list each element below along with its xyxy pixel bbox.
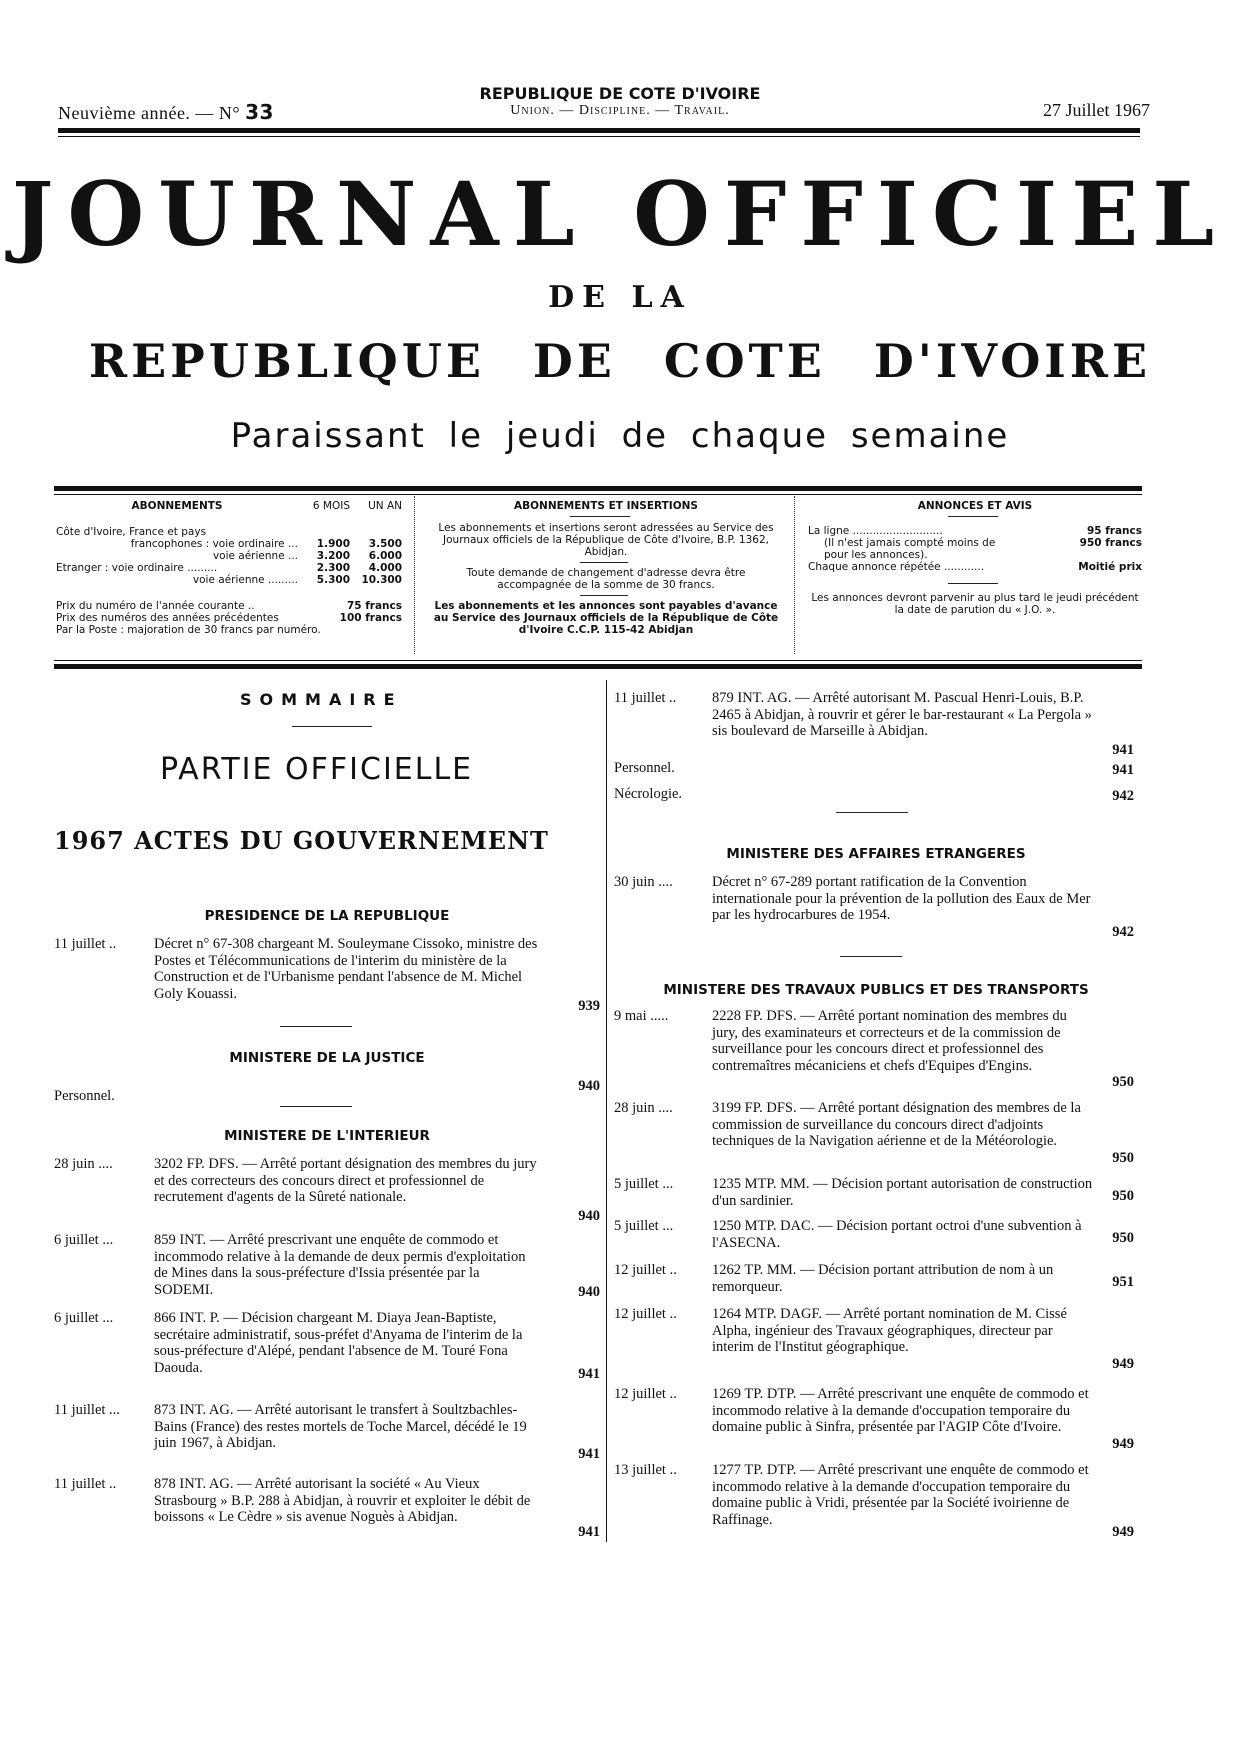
issue-price-row <box>56 600 402 612</box>
price-six-months: 5.300 <box>316 574 350 586</box>
price-six-months: 2.300 <box>316 562 350 574</box>
summary-entry <box>614 874 1138 944</box>
issue-price-label: Prix des numéros des années précédentes <box>56 612 279 624</box>
entry-date: 28 juin .... <box>54 1156 113 1172</box>
repeat-row <box>808 561 1142 573</box>
line-price-value: 95 francs <box>1086 525 1142 537</box>
divider <box>280 1106 352 1107</box>
price-one-year: 10.300 <box>361 574 402 586</box>
entry-text: 1235 MTP. MM. — Décision portant autorisation de construction d'un sardinier. <box>712 1176 1093 1209</box>
entry-page: 941 <box>1112 762 1134 778</box>
entry-text: Nécrologie. <box>614 786 683 802</box>
entry-text: 866 INT. P. — Décision chargeant M. Diaya Jean-Baptiste, secrétaire administratif, sous-préfet d'Anyama de l'interim de la sous-préfecture d'Alépé, pendant l'absence de M. Touré Fona Daouda. <box>154 1310 523 1376</box>
box-top-rule-thick <box>54 486 1142 491</box>
repeat-value: Moitié prix <box>1078 561 1142 573</box>
price-row-label: voie aérienne ......... <box>192 574 298 586</box>
entry-page: 950 <box>1112 1150 1134 1166</box>
entry-text: 1250 MTP. DAC. — Décision portant octroi d'une subvention à l'ASECNA. <box>712 1218 1082 1251</box>
summary-entry <box>54 936 600 1016</box>
republic-name: REPUBLIQUE DE COTE D'IVOIRE <box>479 84 761 103</box>
entry-date: 6 juillet ... <box>54 1232 114 1248</box>
summary-entry <box>614 786 1138 806</box>
entry-date: 12 juillet .. <box>614 1262 677 1278</box>
summary-entry <box>614 1100 1138 1170</box>
entry-text: 878 INT. AG. — Arrêté autorisant la société « Au Vieux Strasbourg » B.P. 288 à Abidjan, à rouvrir et exploiter le débit de boissons « Le Cèdre » sis avenue Noguès à Abidjan. <box>154 1476 531 1525</box>
minimum-value: 950 francs <box>1079 537 1142 549</box>
postage-note: Par la Poste : majoration de 30 francs par numéro. <box>56 624 321 636</box>
entry-date: 5 juillet ... <box>614 1176 674 1192</box>
issue-price-value: 100 francs <box>339 612 402 624</box>
entry-date: 12 juillet .. <box>614 1386 677 1402</box>
price-row-label: Etranger : voie ordinaire ......... <box>56 562 218 574</box>
header-rule-thick <box>58 128 1140 133</box>
header-rule-thin <box>58 136 1140 137</box>
entry-page: 950 <box>1112 1188 1134 1204</box>
entry-page: 941 <box>578 1524 600 1540</box>
entry-page: 950 <box>1112 1074 1134 1090</box>
section-title-justice: MINISTERE DE LA JUSTICE <box>229 1050 425 1066</box>
national-motto: Union. — Discipline. — Travail. <box>510 103 730 118</box>
republic-header <box>430 84 810 119</box>
issue-number: 33 <box>245 100 274 124</box>
price-one-year: 3.500 <box>368 538 402 550</box>
issue-date: 27 Juillet 1967 <box>1043 100 1150 120</box>
entry-text: 2228 FP. DFS. — Arrêté portant nomination des membres du jury, des examinateurs et correcteurs et de la commission de surveillance pour les concours direct et professionnel des contremaîtres mécaniciens et chefs d'Equipes d'Engins. <box>712 1008 1067 1074</box>
summary-entry <box>54 1078 600 1118</box>
price-row-label: francophones : voie ordinaire ... <box>130 538 298 550</box>
divider <box>570 516 630 517</box>
year-label: Neuvième année. — N° <box>58 103 241 123</box>
entry-page: 940 <box>578 1284 600 1300</box>
price-row-label: voie aérienne ... <box>212 550 298 562</box>
line-price-label: La ligne ........................... <box>808 525 943 537</box>
entry-text: 3199 FP. DFS. — Arrêté portant désignation des membres de la commission de surveillance du concours direct d'adjoints techniques de la Navigation aérienne et de la Météorologie. <box>712 1100 1081 1149</box>
journal-title: JOURNAL OFFICIEL <box>11 162 1229 266</box>
entry-text: 1262 TP. MM. — Décision portant attribution de nom à un remorqueur. <box>712 1262 1054 1295</box>
annonces-heading: ANNONCES ET AVIS <box>917 500 1033 512</box>
section-title-travaux: MINISTERE DES TRAVAUX PUBLICS ET DES TRANSPORTS <box>663 982 1089 998</box>
entry-text: Décret n° 67-308 chargeant M. Souleymane Cissoko, ministre des Postes et Télécommunications de l'interim du ministère de la Construction et de l'Urbanisme pendant l'absence de M. Michel Goly Kouassi. <box>154 936 538 1002</box>
section-title-presidence: PRESIDENCE DE LA REPUBLIQUE <box>204 908 450 924</box>
entry-page: 942 <box>1112 924 1134 940</box>
entry-date: 11 juillet .. <box>614 690 677 706</box>
col-one-year: UN AN <box>368 500 402 512</box>
minimum-note-end: pour les annonces). <box>824 549 928 561</box>
divider <box>280 1026 352 1027</box>
entry-date: 9 mai ..... <box>614 1008 669 1024</box>
box-top-rule-thin <box>54 494 1142 495</box>
summary-entry <box>54 1156 600 1226</box>
sommaire-title: SOMMAIRE <box>240 690 403 709</box>
entry-date: 11 juillet .. <box>54 936 117 952</box>
entry-text: 859 INT. — Arrêté prescrivant une enquête de commodo et incommodo relative à la demande de deux permis d'exploitation de Mines dans la sous-préfecture d'Issia présentée par la SODEMI. <box>154 1232 526 1298</box>
entry-text: 879 INT. AG. — Arrêté autorisant M. Pascual Henri-Louis, B.P. 2465 à Abidjan, à rouvrir et gérer le bar-restaurant « La Pergola » sis boulevard de Marseille à Abidjan. <box>712 690 1092 739</box>
entry-date: 13 juillet .. <box>614 1462 677 1478</box>
minimum-note: (Il n'est jamais compté moins de <box>824 537 996 549</box>
summary-entry <box>614 760 1138 780</box>
annonces-panel <box>808 500 1142 616</box>
entry-page: 940 <box>578 1078 600 1094</box>
entry-text: 1269 TP. DTP. — Arrêté prescrivant une enquête de commodo et incommodo relative à la demande d'occupation temporaire du domaine public à Sinfra, présentée par l'AGIP Côte d'Ivoire. <box>712 1386 1089 1435</box>
entry-page: 941 <box>578 1446 600 1462</box>
insertions-address: Les abonnements et insertions seront adressées au Service des Journaux officiels de la République de Côte d'Ivoire, B.P. 1362, Abidjan. <box>438 522 774 558</box>
divider <box>292 726 372 727</box>
summary-entry <box>54 1310 600 1396</box>
deadline-note: Les annonces devront parvenir au plus tard le jeudi précédent la date de parution du « J.O. ». <box>811 592 1139 616</box>
entry-date: 11 juillet ... <box>54 1402 120 1418</box>
summary-entry <box>54 1476 600 1546</box>
masthead-de-la: DE LA <box>548 280 692 315</box>
section-title-interieur: MINISTERE DE L'INTERIEUR <box>224 1128 430 1144</box>
insertions-panel <box>430 500 782 636</box>
divider <box>948 516 998 517</box>
payment-note: Les abonnements et les annonces sont payables d'avance au Service des Journaux officiels de la République de Côte d'Ivoire C.C.P. 115-42 Abidjan <box>433 600 779 636</box>
entry-page: 950 <box>1112 1230 1134 1246</box>
publication-frequency: Paraissant le jeudi de chaque semaine <box>230 416 1010 456</box>
address-change-note: Toute demande de changement d'adresse devra être accompagnée de la somme de 30 francs. <box>466 567 746 591</box>
entry-page: 949 <box>1112 1436 1134 1452</box>
summary-entry <box>54 1402 600 1472</box>
divider <box>948 583 998 584</box>
entry-text: 1264 MTP. DAGF. — Arrêté portant nomination de M. Cissé Alpha, ingénieur des Travaux géographiques, directeur par interim de l'Institut géographique. <box>712 1306 1067 1355</box>
subscriptions-heading: ABONNEMENTS <box>131 500 223 512</box>
entry-page: 941 <box>578 1366 600 1382</box>
partie-officielle-label: PARTIE OFFICIELLE <box>160 752 474 787</box>
price-row <box>56 538 402 550</box>
entry-text: Personnel. <box>54 1088 115 1104</box>
entry-page: 940 <box>578 1208 600 1224</box>
summary-entry <box>54 1232 600 1302</box>
entry-date: 30 juin .... <box>614 874 673 890</box>
entry-text: Décret n° 67-289 portant ratification de la Convention internationale pour la prévention de la pollution des Eaux de Mer par les hydrocarbures de 1954. <box>712 874 1091 923</box>
summary-entry <box>614 1176 1138 1212</box>
box-divider <box>794 496 795 654</box>
entry-page: 949 <box>1112 1524 1134 1540</box>
entry-date: 5 juillet ... <box>614 1218 674 1234</box>
subscriptions-panel <box>56 500 402 636</box>
summary-entry <box>614 1008 1138 1094</box>
entry-text: 873 INT. AG. — Arrêté autorisant le transfert à Soultzbachles-Bains (France) des restes mortels de Toche Marcel, décédé le 19 juin 1967, à Abidjan. <box>154 1402 527 1451</box>
price-six-months: 1.900 <box>316 538 350 550</box>
price-six-months: 3.200 <box>316 550 350 562</box>
summary-entry <box>614 1218 1138 1254</box>
entry-page: 939 <box>578 998 600 1014</box>
box-bottom-rule-thin <box>54 660 1142 661</box>
issue-price-value: 75 francs <box>346 600 402 612</box>
entry-date: 28 juin .... <box>614 1100 673 1116</box>
divider <box>836 812 908 813</box>
section-title-etrangeres: MINISTERE DES AFFAIRES ETRANGERES <box>726 846 1026 862</box>
price-row <box>56 550 402 562</box>
minimum-row <box>808 537 1142 549</box>
issue-label <box>58 100 274 124</box>
entry-page: 942 <box>1112 788 1134 804</box>
divider <box>580 562 628 563</box>
summary-entry <box>614 1386 1138 1456</box>
price-one-year: 4.000 <box>368 562 402 574</box>
entry-text: 3202 FP. DFS. — Arrêté portant désignation des membres du jury et des correcteurs des concours direct et professionnel de recrutement d'agents de la Sûreté nationale. <box>154 1156 537 1205</box>
repeat-label: Chaque annonce répétée ............ <box>808 561 985 573</box>
subscriptions-region: Côte d'Ivoire, France et pays <box>56 526 207 538</box>
price-row <box>56 574 402 586</box>
entry-text: 1277 TP. DTP. — Arrêté prescrivant une enquête de commodo et incommodo relative à la demande d'occupation temporaire du domaine public à Vridi, présentée par la Société ivoirienne de Raffinage. <box>712 1462 1089 1528</box>
entry-date: 12 juillet .. <box>614 1306 677 1322</box>
summary-entry <box>614 690 1138 760</box>
summary-entry <box>614 1262 1138 1298</box>
box-divider <box>414 496 415 654</box>
divider <box>580 595 628 596</box>
price-one-year: 6.000 <box>368 550 402 562</box>
entry-date: 11 juillet .. <box>54 1476 117 1492</box>
partie-officielle <box>160 752 473 787</box>
price-row <box>56 562 402 574</box>
summary-entry <box>614 1462 1138 1548</box>
issue-price-label: Prix du numéro de l'année courante .. <box>56 600 255 612</box>
issue-price-row <box>56 612 402 624</box>
line-price-row <box>808 525 1142 537</box>
entry-page: 949 <box>1112 1356 1134 1372</box>
divider <box>840 956 902 957</box>
summary-entry <box>614 1306 1138 1376</box>
col-six-months: 6 MOIS <box>312 500 350 512</box>
entry-page: 941 <box>1112 742 1134 758</box>
entry-date: 6 juillet ... <box>54 1310 114 1326</box>
box-bottom-rule-thick <box>54 664 1142 669</box>
actes-heading: 1967 ACTES DU GOUVERNEMENT <box>54 826 549 855</box>
entry-text: Personnel. <box>614 760 675 776</box>
insertions-heading: ABONNEMENTS ET INSERTIONS <box>514 500 698 512</box>
column-divider <box>606 680 607 1542</box>
entry-page: 951 <box>1112 1274 1134 1290</box>
masthead-country: REPUBLIQUE DE COTE D'IVOIRE <box>88 334 1152 388</box>
